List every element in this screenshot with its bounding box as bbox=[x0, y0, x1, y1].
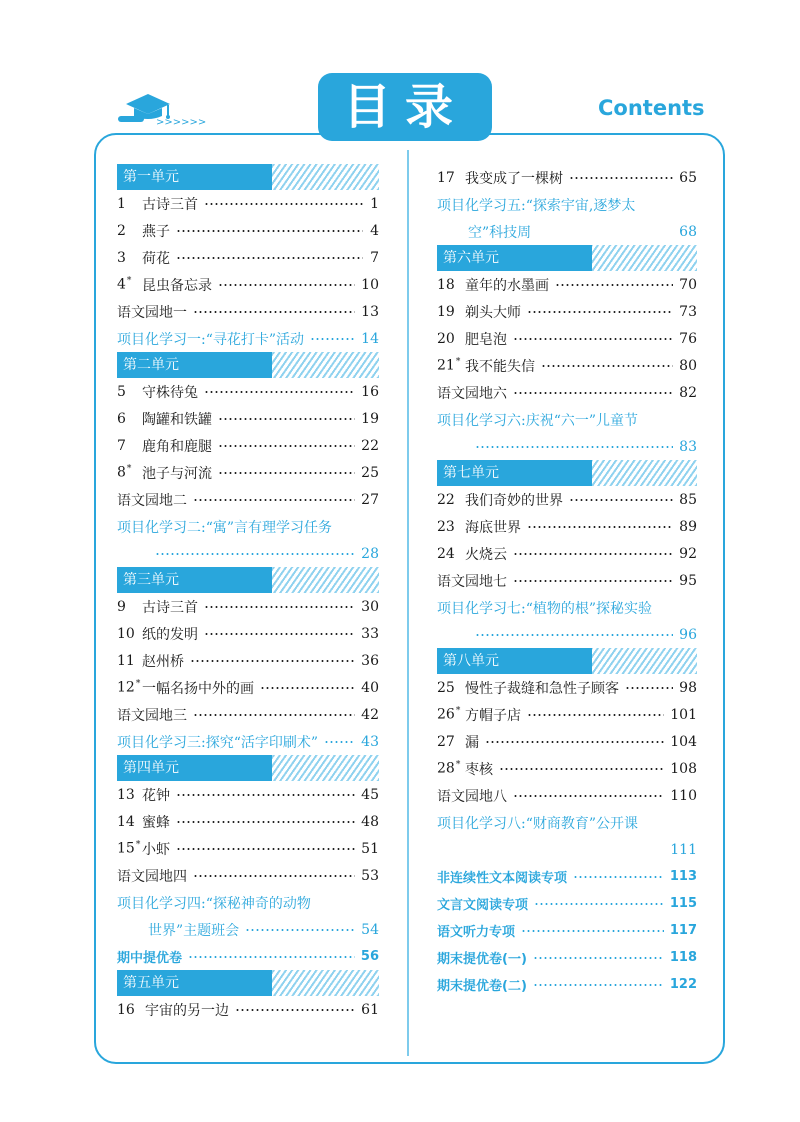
toc-entry[interactable]: 28* 枣核 108 bbox=[437, 760, 697, 778]
toc-entry[interactable]: 15* 小虾 51 bbox=[117, 840, 379, 858]
left-column bbox=[117, 164, 379, 1023]
toc-entry[interactable]: 语文园地三 42 bbox=[117, 706, 379, 724]
special-entry[interactable]: 期末提优卷(一) 118 bbox=[437, 950, 697, 967]
unit-header: 第七单元 bbox=[437, 460, 697, 486]
project-entry-cont[interactable]: 世界”主题班会 54 bbox=[148, 921, 379, 939]
right-column bbox=[437, 164, 697, 998]
special-entry[interactable]: 语文听力专项 117 bbox=[437, 923, 697, 940]
page-title: 目录 bbox=[318, 73, 492, 141]
project-entry-page[interactable]: 96 bbox=[437, 621, 697, 648]
unit-header: 第八单元 bbox=[437, 648, 697, 674]
unit-header: 第一单元 bbox=[117, 164, 379, 190]
project-entry[interactable]: 项目化学习六:庆祝“六一”儿童节 bbox=[437, 412, 639, 429]
toc-entry[interactable]: 14 蜜蜂 48 bbox=[117, 813, 379, 831]
toc-entry[interactable]: 5 守株待兔 16 bbox=[117, 383, 379, 401]
project-entry[interactable]: 项目化学习一:“寻花打卡”活动 14 bbox=[117, 330, 379, 348]
toc-entry[interactable]: 27 漏 104 bbox=[437, 733, 697, 751]
toc-entry[interactable]: 2 燕子 4 bbox=[117, 222, 379, 240]
column-divider bbox=[407, 150, 409, 1056]
toc-entry[interactable]: 7 鹿角和鹿腿 22 bbox=[117, 437, 379, 455]
midterm-exam-entry[interactable]: 期中提优卷 56 bbox=[117, 949, 379, 966]
unit-header: 第五单元 bbox=[117, 970, 379, 996]
toc-entry[interactable]: 9 古诗三首 30 bbox=[117, 598, 379, 616]
toc-entry[interactable]: 4* 昆虫备忘录 10 bbox=[117, 276, 379, 294]
toc-entry[interactable]: 语文园地四 53 bbox=[117, 867, 379, 885]
toc-entry[interactable]: 语文园地八 110 bbox=[437, 787, 697, 805]
unit-header: 第四单元 bbox=[117, 755, 379, 781]
project-entry[interactable]: 项目化学习四:“探秘神奇的动物 bbox=[117, 895, 311, 912]
special-entry[interactable]: 非连续性文本阅读专项 113 bbox=[437, 869, 697, 886]
toc-entry[interactable]: 语文园地一 13 bbox=[117, 303, 379, 321]
toc-entry[interactable]: 10 纸的发明 33 bbox=[117, 625, 379, 643]
toc-entry[interactable]: 19 剃头大师 73 bbox=[437, 303, 697, 321]
project-entry[interactable]: 项目化学习三:探究“活字印刷术” 43 bbox=[117, 733, 379, 751]
toc-entry[interactable]: 24 火烧云 92 bbox=[437, 545, 697, 563]
toc-entry[interactable]: 18 童年的水墨画 70 bbox=[437, 276, 697, 294]
project-entry-page[interactable]: 111 bbox=[670, 841, 697, 858]
toc-entry[interactable]: 3 荷花 7 bbox=[117, 249, 379, 267]
toc-entry[interactable]: 语文园地二 27 bbox=[117, 491, 379, 509]
toc-entry[interactable]: 语文园地六 82 bbox=[437, 384, 697, 402]
toc-entry[interactable]: 17 我变成了一棵树 65 bbox=[437, 169, 697, 187]
project-entry[interactable]: 项目化学习二:“寓”言有理学习任务 bbox=[117, 519, 333, 536]
toc-entry[interactable]: 6 陶罐和铁罐 19 bbox=[117, 410, 379, 428]
toc-entry[interactable]: 25 慢性子裁缝和急性子顾客 98 bbox=[437, 679, 697, 697]
unit-header: 第三单元 bbox=[117, 567, 379, 593]
toc-entry[interactable]: 语文园地七 95 bbox=[437, 572, 697, 590]
toc-entry[interactable]: 26* 方帽子店 101 bbox=[437, 706, 697, 724]
graduation-cap-icon bbox=[116, 86, 207, 128]
toc-entry[interactable]: 22 我们奇妙的世界 85 bbox=[437, 491, 697, 509]
unit-header: 第六单元 bbox=[437, 245, 697, 271]
toc-entry[interactable]: 12* 一幅名扬中外的画 40 bbox=[117, 679, 379, 697]
svg-text:>>>>>>: >>>>>> bbox=[156, 117, 207, 128]
project-entry[interactable]: 项目化学习八:“财商教育”公开课 bbox=[437, 815, 639, 832]
toc-entry[interactable]: 11 赵州桥 36 bbox=[117, 652, 379, 670]
project-entry-page[interactable]: 83 bbox=[437, 433, 697, 460]
toc-entry[interactable]: 20 肥皂泡 76 bbox=[437, 330, 697, 348]
toc-entry[interactable]: 16 宇宙的另一边 61 bbox=[117, 1001, 379, 1019]
special-entry[interactable]: 期末提优卷(二) 122 bbox=[437, 977, 697, 994]
toc-entry[interactable]: 13 花钟 45 bbox=[117, 786, 379, 804]
special-entry[interactable]: 文言文阅读专项 115 bbox=[437, 896, 697, 913]
project-entry-page[interactable]: 28 bbox=[117, 540, 379, 567]
page-subtitle: Contents bbox=[598, 96, 705, 120]
toc-entry[interactable]: 1 古诗三首 1 bbox=[117, 195, 379, 213]
project-entry[interactable]: 项目化学习七:“植物的根”探秘实验 bbox=[437, 600, 653, 617]
toc-entry[interactable]: 8* 池子与河流 25 bbox=[117, 464, 379, 482]
project-entry-cont[interactable]: 空”科技周 68 bbox=[468, 223, 697, 241]
unit-header: 第二单元 bbox=[117, 352, 379, 378]
toc-entry[interactable]: 21* 我不能失信 80 bbox=[437, 357, 697, 375]
project-entry[interactable]: 项目化学习五:“探索宇宙,逐梦太 bbox=[437, 197, 636, 214]
toc-entry[interactable]: 23 海底世界 89 bbox=[437, 518, 697, 536]
